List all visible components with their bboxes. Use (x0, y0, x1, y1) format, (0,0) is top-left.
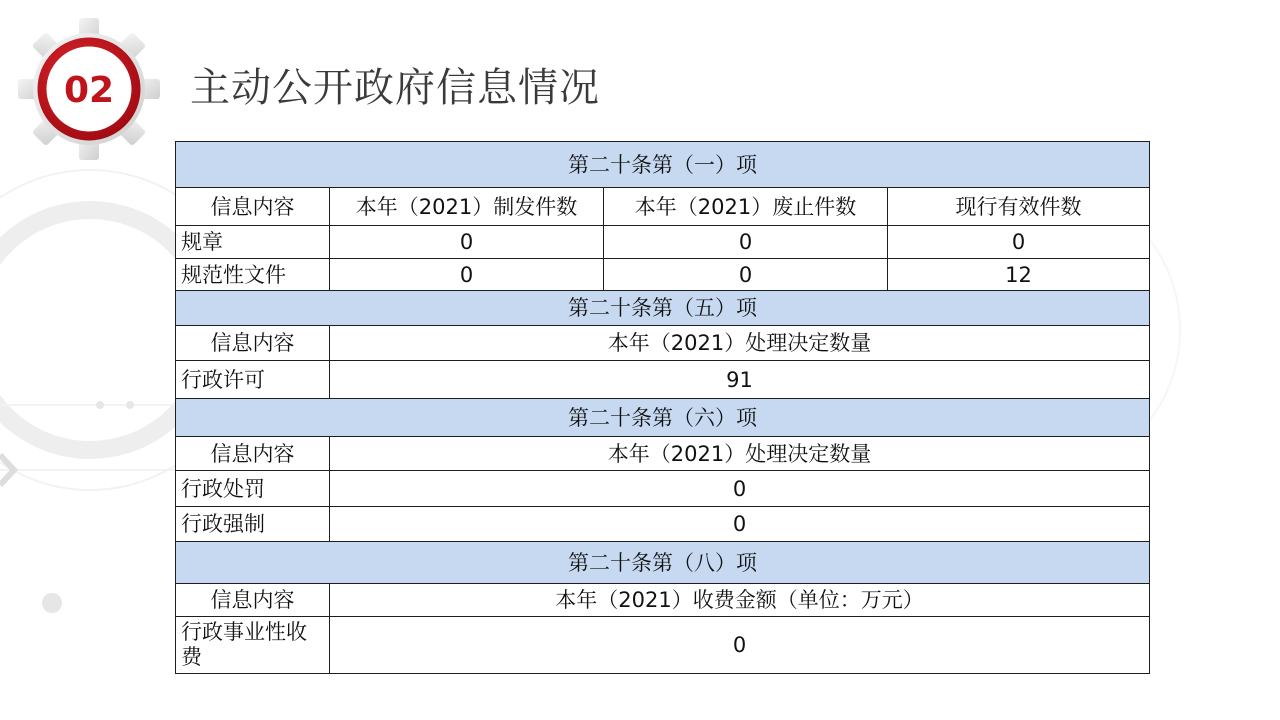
cell-value: 0 (604, 226, 888, 259)
column-header-row (176, 188, 1150, 226)
page-title: 主动公开政府信息情况 (190, 65, 600, 111)
badge-number: 02 (63, 70, 115, 111)
row-label: 行政事业性收费 (176, 617, 330, 674)
section-header-row (176, 291, 1150, 326)
table-row (176, 361, 1150, 399)
cell-value: 91 (330, 361, 1150, 399)
table-row (176, 471, 1150, 507)
column-header-row (176, 584, 1150, 617)
row-label: 规章 (176, 226, 330, 259)
section-title: 第二十条第（一）项 (176, 142, 1150, 188)
info-table (175, 141, 1150, 674)
column-header: 信息内容 (176, 326, 330, 361)
row-label: 行政强制 (176, 507, 330, 542)
column-header: 本年（2021）收费金额（单位：万元） (330, 584, 1150, 617)
section-title: 第二十条第（六）项 (176, 399, 1150, 437)
table-row (176, 617, 1150, 674)
column-header: 本年（2021）废止件数 (604, 188, 888, 226)
section-header-row (176, 142, 1150, 188)
column-header: 信息内容 (176, 188, 330, 226)
row-label: 行政许可 (176, 361, 330, 399)
cell-value: 0 (330, 507, 1150, 542)
column-header: 本年（2021）处理决定数量 (330, 326, 1150, 361)
cell-value: 0 (604, 259, 888, 291)
column-header-row (176, 326, 1150, 361)
cell-value: 0 (330, 617, 1150, 674)
section-header-row (176, 399, 1150, 437)
row-label: 规范性文件 (176, 259, 330, 291)
table-row (176, 226, 1150, 259)
section-title: 第二十条第（五）项 (176, 291, 1150, 326)
column-header: 本年（2021）制发件数 (330, 188, 604, 226)
column-header: 信息内容 (176, 584, 330, 617)
section-header-row (176, 542, 1150, 584)
column-header: 现行有效件数 (888, 188, 1150, 226)
column-header-row (176, 437, 1150, 471)
cell-value: 0 (330, 471, 1150, 507)
table-row (176, 259, 1150, 291)
section-badge (18, 18, 160, 160)
cell-value: 0 (330, 259, 604, 291)
section-title: 第二十条第（八）项 (176, 542, 1150, 584)
row-label: 行政处罚 (176, 471, 330, 507)
column-header: 信息内容 (176, 437, 330, 471)
cell-value: 0 (330, 226, 604, 259)
table-row (176, 507, 1150, 542)
cell-value: 12 (888, 259, 1150, 291)
cell-value: 0 (888, 226, 1150, 259)
column-header: 本年（2021）处理决定数量 (330, 437, 1150, 471)
